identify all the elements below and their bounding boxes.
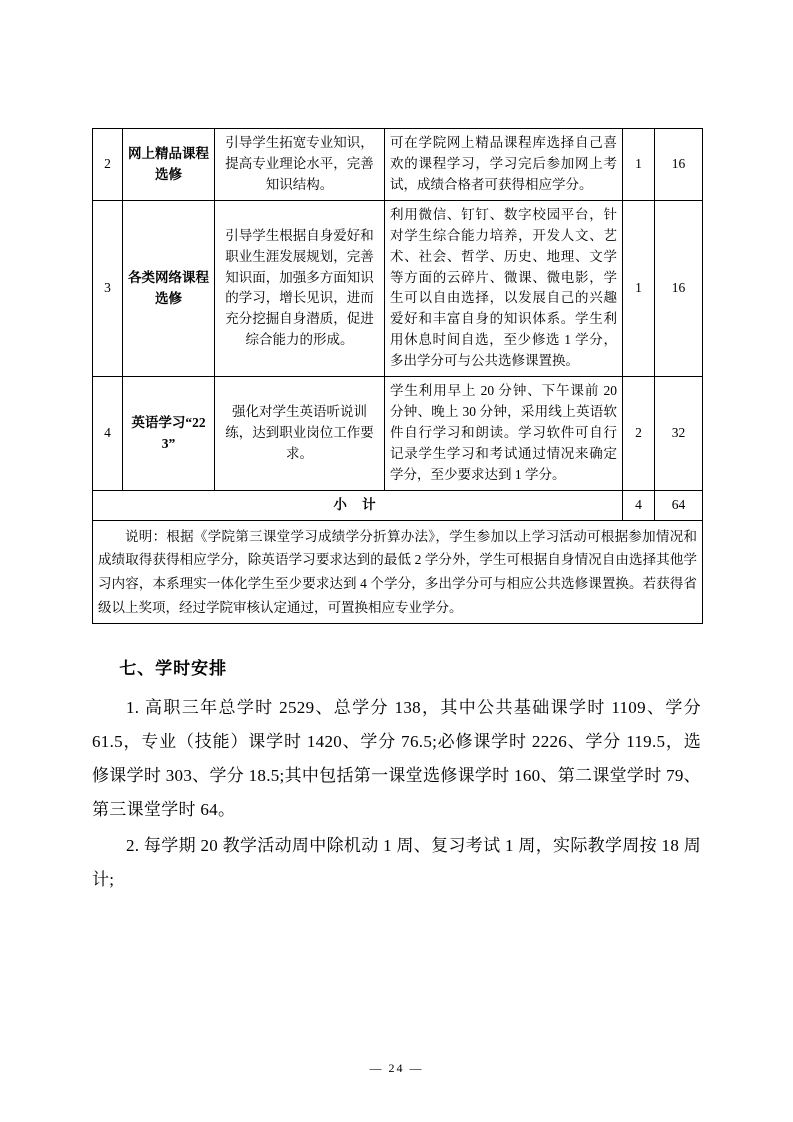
row-goal: 引导学生根据自身爱好和职业生涯发展规划，完善知识面，加强多方面知识的学习，增长见识，进而充分挖掘自身潜质，促进综合能力的形成。: [215, 200, 385, 376]
table-note-text: 说明：根据《学院第三课堂学习成绩学分折算办法》，学生参加以上学习活动可根据参加情况和成绩取得获得相应学分，除英语学习要求达到的最低 2 学分外，学生可根据自身情况自由选择其他学习内容，本系理实一体化学生至少要求达到 4 个学分，多出学分可与相应公共选修课置换。若获得省级以上奖项，经过学院审核认定通过，可置换相应专业学分。: [98, 528, 697, 615]
row-hours: 16: [655, 129, 703, 201]
table-row: [93, 200, 703, 376]
row-hours: 32: [655, 377, 703, 491]
row-name: 网上精品课程选修: [123, 129, 215, 201]
row-description: 可在学院网上精品课程库选择自己喜欢的课程学习，学习完后参加网上考试，成绩合格者可获得相应学分。: [385, 129, 623, 201]
row-credit: 1: [623, 129, 655, 201]
section-heading: 七、学时安排: [119, 659, 228, 679]
table-note: [93, 520, 703, 624]
table-note-row: [93, 520, 703, 624]
section-paragraph-2: 2. 每学期 20 教学活动周中除机动 1 周、复习考试 1 周，实际教学周按 18 周计;: [92, 836, 701, 890]
row-goal: 引导学生拓宽专业知识，提高专业理论水平，完善知识结构。: [215, 129, 385, 201]
row-name: 英语学习“223”: [123, 377, 215, 491]
summary-hours: 64: [655, 490, 703, 520]
row-credit: 2: [623, 377, 655, 491]
row-description: 利用微信、钉钉、数字校园平台，针对学生综合能力培养，开发人文、艺术、社会、哲学、历史、地理、文学等方面的云碎片、微课、微电影，学生可以自由选择，以发展自己的兴趣爱好和丰富自身的知识体系。学生利用休息时间自选，至少修选 1 学分，多出学分可与公共选修课置换。: [385, 200, 623, 376]
summary-credit: 4: [623, 490, 655, 520]
third-classroom-table: [92, 128, 703, 624]
row-credit: 1: [623, 200, 655, 376]
row-number: 3: [93, 200, 123, 376]
row-description: 学生利用早上 20 分钟、下午课前 20 分钟、晚上 30 分钟，采用线上英语软件自行学习和朗读。学习软件可自行记录学生学习和考试通过情况来确定学分，至少要求达到 1 学分。: [385, 377, 623, 491]
row-hours: 16: [655, 200, 703, 376]
table-row: [93, 377, 703, 491]
table-row: [93, 129, 703, 201]
row-name: 各类网络课程选修: [123, 200, 215, 376]
section-paragraph-1: 1. 高职三年总学时 2529、总学分 138，其中公共基础课学时 1109、学分 61.5，专业（技能）课学时 1420、学分 76.5;必修课学时 2226、学分 119.5，选修课学时 303、学分 18.5;其中包括第一课堂选修课学时 160、第二课堂学时 79、第三课堂学时 64。: [92, 698, 701, 820]
table-summary-row: [93, 490, 703, 520]
summary-label: 小 计: [93, 490, 623, 520]
row-goal: 强化对学生英语听说训练，达到职业岗位工作要求。: [215, 377, 385, 491]
row-number: 4: [93, 377, 123, 491]
row-number: 2: [93, 129, 123, 201]
page-footer: — 24 —: [369, 1061, 424, 1075]
